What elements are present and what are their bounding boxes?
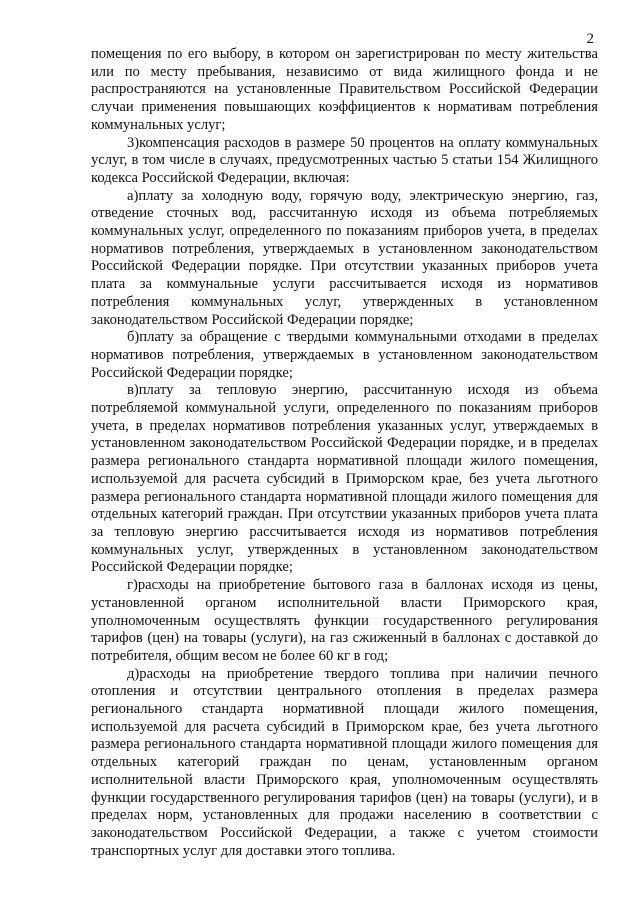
paragraph-subitem-v: в)плату за тепловую энергию, рассчитанную исходя из объема потребляемой коммунальной услуги, определенного по показаниям приборов учета, в пределах нормативов потребления указанных услуг, утверждаемых в установленном законодательством Российской Федерации порядке, и в пределах размера регионального стандарта нормативной площади жилого помещения, используемой для расчета субсидий в Приморском крае, без учета льготного размера регионального стандарта нормативной площади жилого помещения для отдельных категорий граждан. При отсутствии указанных приборов учета плата за тепловую энергию рассчитывается исходя из нормативов потребления коммунальных услуг, утвержденных в установленном законодательством Российской Федерации порядке; <box>91 382 598 576</box>
paragraph-subitem-a: а)плату за холодную воду, горячую воду, электрическую энергию, газ, отведение сточных вод, рассчитанную исходя из объема потребляемых коммунальных услуг, определенного по показаниям приборов учета, в пределах нормативов потребления, утверждаемых в установленном законодательством Российской Федерации порядке. При отсутствии указанных приборов учета плата за коммунальные услуги рассчитывается исходя из нормативов потребления коммунальных услуг, утвержденных в установленном законодательством Российской Федерации порядке; <box>91 187 598 328</box>
paragraph-subitem-b: б)плату за обращение с твердыми коммунальными отходами в пределах нормативов потребления, утверждаемых в установленном законодательством Российской Федерации порядке; <box>91 329 598 381</box>
paragraph-subitem-g: г)расходы на приобретение бытового газа в баллонах исходя из цены, установленной органом исполнительной власти Приморского края, уполномоченным осуществлять функции государственного регулирования тарифов (цен) на товары (услуги), на газ сжиженный в баллонах с доставкой до потребителя, общим весом не более 60 кг в год; <box>91 577 598 664</box>
paragraph-housing-continuation: помещения по его выбору, в котором он зарегистрирован по месту жительства или по месту пребывания, независимо от вида жилищного фонда и не распространяются на установленные Правительством Российской Федерации случаи применения повышающих коэффициентов к нормативам потребления коммунальных услуг; <box>91 46 598 133</box>
paragraph-subitem-d: д)расходы на приобретение твердого топлива при наличии печного отопления и отсутствии центрального отопления в пределах размера регионального стандарта нормативной площади жилого помещения, используемой для расчета субсидий в Приморском крае, без учета льготного размера регионального стандарта нормативной площади жилого помещения для отдельных категорий граждан по ценам, установленным органом исполнительной власти Приморского края, уполномоченным осуществлять функции государственного регулирования тарифов (цен) на товары (услуги), и в пределах норм, установленных для продажи населению в соответствии с законодательством Российской Федерации, а также с учетом стоимости транспортных услуг для доставки этого топлива. <box>91 665 598 859</box>
paragraph-item-3: 3)компенсация расходов в размере 50 процентов на оплату коммунальных услуг, в том числе в случаях, предусмотренных частью 5 статьи 154 Жилищного кодекса Российской Федерации, включая: <box>91 134 598 186</box>
document-body <box>91 46 598 860</box>
page-number: 2 <box>586 31 594 47</box>
